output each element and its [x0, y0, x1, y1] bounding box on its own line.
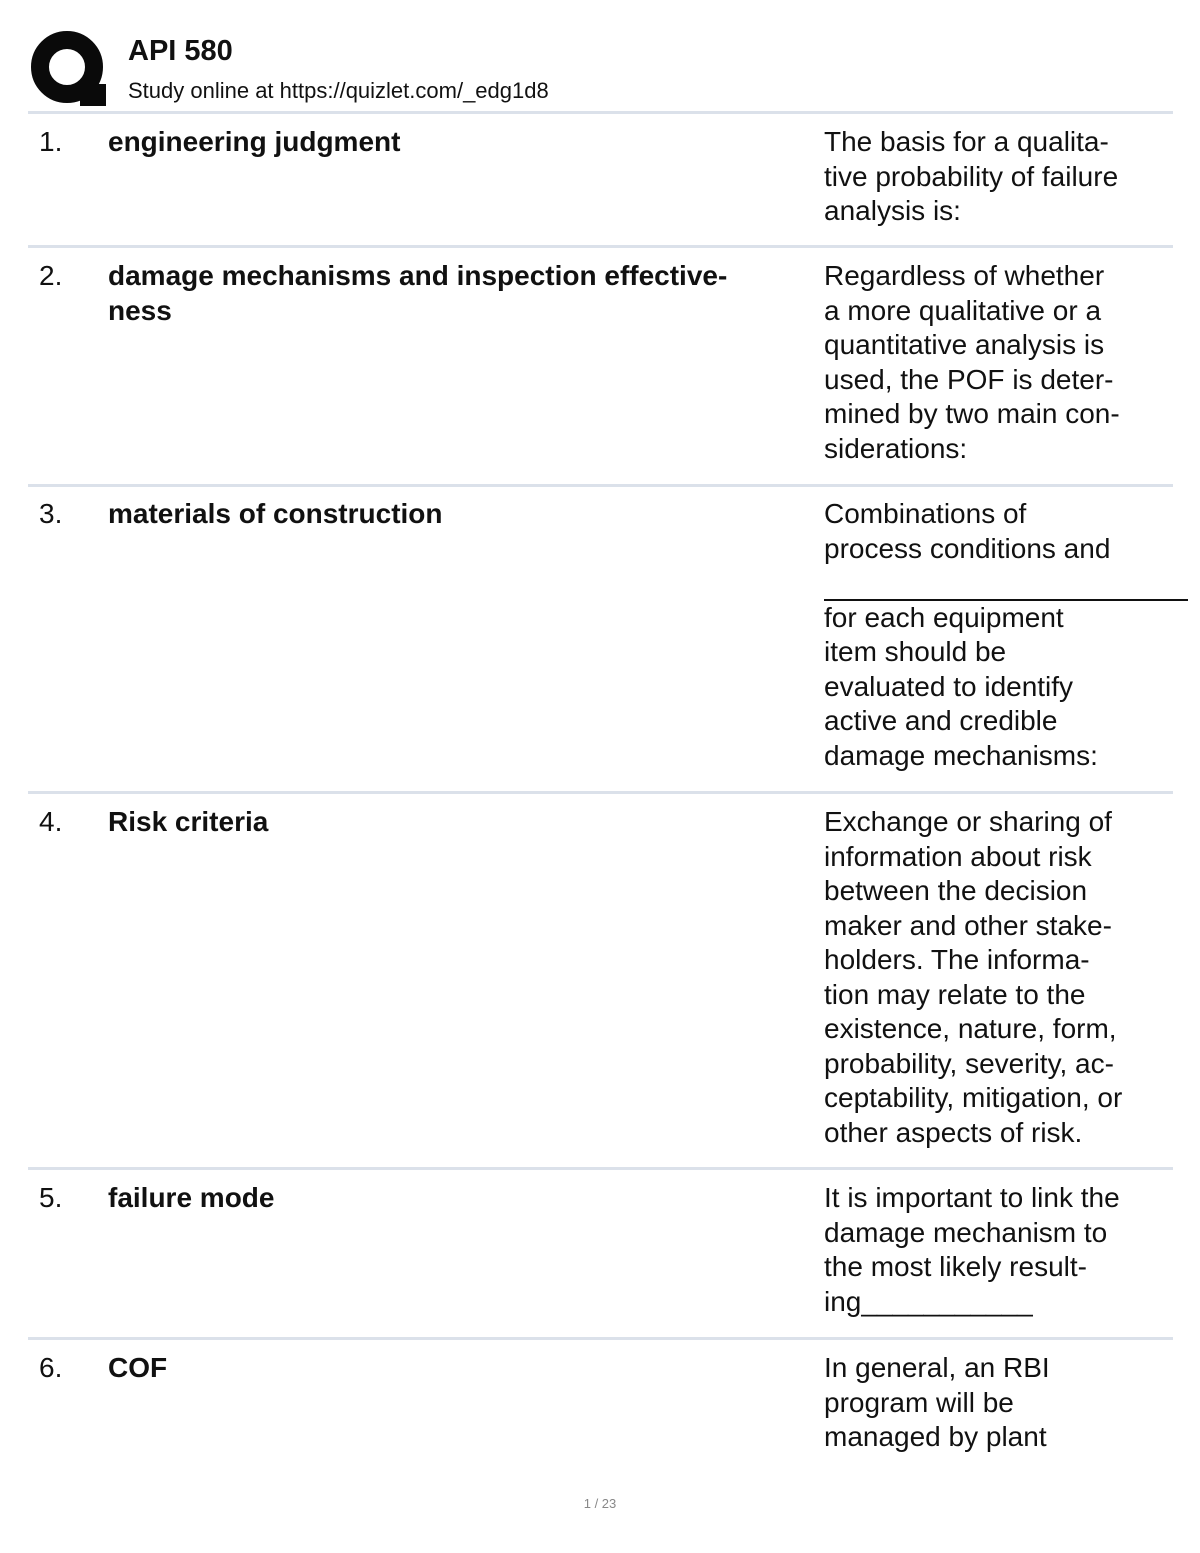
row-divider: [28, 245, 1173, 248]
definition-line: tive probability of failure: [824, 160, 1119, 192]
page-header: [30, 30, 1173, 112]
definition-line: used, the POF is deter-: [824, 363, 1114, 395]
quizlet-logo-icon: [30, 30, 106, 106]
card-definition: [824, 497, 1184, 773]
definition-line: mined by two main con-: [824, 398, 1120, 429]
term-line: damage mechanisms and inspection effective-: [108, 260, 728, 291]
definition-line: information about risk: [824, 840, 1092, 872]
definition-line: for each equipment: [824, 601, 1064, 633]
page-number: 1 / 23: [583, 1496, 617, 1511]
definition-line: process conditions and: [824, 532, 1111, 564]
term-line: failure mode: [108, 1182, 275, 1213]
definition-line: managed by plant: [824, 1421, 1047, 1452]
definition-line: tion may relate to the: [824, 978, 1086, 1010]
term-line: Risk criteria: [108, 806, 269, 837]
term-line: ness: [108, 294, 172, 326]
card-definition: [824, 259, 1184, 466]
definition-line: It is important to link the: [824, 1182, 1120, 1213]
definition-line: other aspects of risk.: [824, 1116, 1083, 1148]
definition-line: ing___________: [824, 1285, 1033, 1317]
definition-line: active and credible: [824, 705, 1058, 736]
card-term: [108, 125, 808, 160]
definition-line: The basis for a qualita-: [824, 126, 1109, 157]
definition-line: damage mechanism to: [824, 1216, 1108, 1248]
definition-line: a more qualitative or a: [824, 294, 1102, 326]
card-definition: [824, 1351, 1184, 1455]
card-number: 2.: [39, 260, 63, 291]
card-number: 5.: [39, 1182, 63, 1213]
definition-line: damage mechanisms:: [824, 739, 1098, 771]
definition-line: Exchange or sharing of: [824, 806, 1112, 837]
row-divider: [28, 484, 1173, 487]
row-divider: [28, 1337, 1173, 1340]
card-term: [108, 1351, 808, 1386]
header-divider: [28, 111, 1173, 114]
definition-line: evaluated to identify: [824, 670, 1074, 702]
flashcard-row: [28, 1351, 1173, 1461]
row-divider: [28, 791, 1173, 794]
study-online-link[interactable]: Study online at https://quizlet.com/_edg1d8: [128, 78, 549, 103]
definition-line: holders. The informa-: [824, 944, 1090, 975]
term-line: materials of construction: [108, 498, 443, 529]
fill-in-blank: [824, 566, 1188, 601]
card-definition: [824, 1181, 1184, 1319]
term-line: COF: [108, 1352, 168, 1383]
flashcard-row: [28, 259, 1173, 487]
card-number: 3.: [39, 498, 63, 529]
definition-line: the most likely result-: [824, 1251, 1087, 1282]
definition-line: between the decision: [824, 875, 1088, 906]
definition-line: Combinations of: [824, 498, 1027, 529]
card-term: [108, 1181, 808, 1216]
card-number: 6.: [39, 1352, 63, 1383]
definition-line: siderations:: [824, 432, 968, 464]
card-term: [108, 497, 808, 532]
definition-line: Regardless of whether: [824, 260, 1105, 291]
flashcard-row: [28, 1181, 1173, 1341]
definition-line: In general, an RBI: [824, 1352, 1050, 1383]
card-number: 4.: [39, 806, 63, 837]
definition-line: maker and other stake-: [824, 909, 1112, 941]
definition-line: program will be: [824, 1386, 1014, 1418]
row-divider: [28, 1167, 1173, 1170]
flashcard-row: [28, 125, 1173, 247]
definition-line: analysis is:: [824, 195, 961, 226]
card-term: [108, 805, 808, 840]
card-definition: [824, 805, 1184, 1150]
definition-line: ceptability, mitigation, or: [824, 1082, 1123, 1113]
card-definition: [824, 125, 1184, 229]
flashcard-row: [28, 805, 1173, 1171]
definition-line: quantitative analysis is: [824, 329, 1105, 360]
set-title: API 580: [128, 35, 233, 67]
flashcard-row: [28, 497, 1173, 795]
definition-line: probability, severity, ac-: [824, 1047, 1114, 1079]
card-number: 1.: [39, 126, 63, 157]
card-term: [108, 259, 808, 328]
term-line: engineering judgment: [108, 126, 401, 157]
definition-line: item should be: [824, 636, 1007, 667]
definition-line: existence, nature, form,: [824, 1013, 1117, 1044]
